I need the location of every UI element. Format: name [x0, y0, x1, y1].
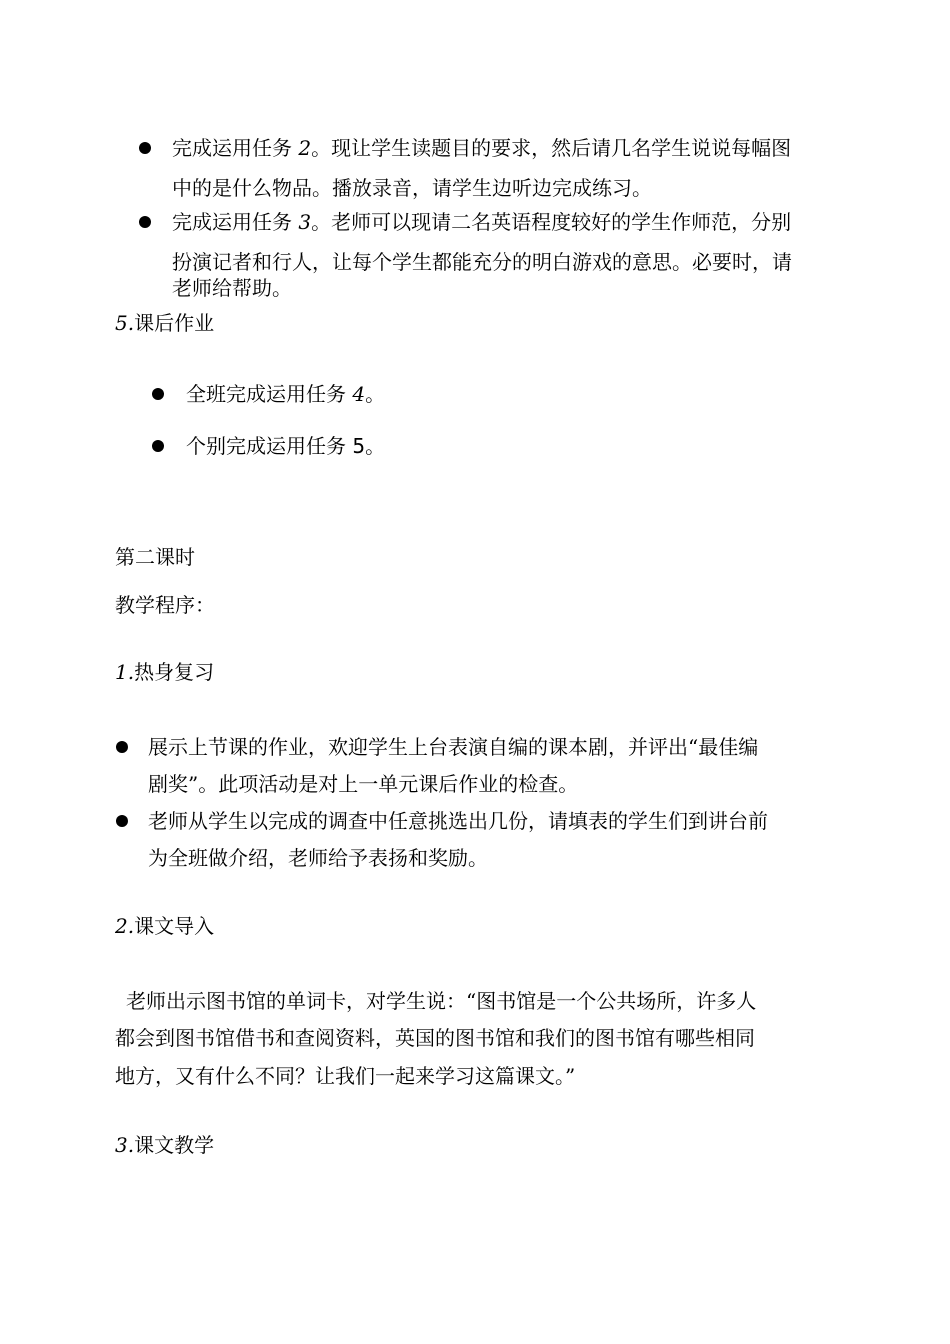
- task3-line-3: 老师给帮助。: [172, 276, 292, 300]
- task2-line-1: 完成运用任务 2。现让学生读题目的要求，然后请几名学生说说每幅图: [172, 136, 792, 160]
- section2-heading: 2.课文导入: [115, 914, 215, 938]
- bullet-dot: [116, 815, 128, 827]
- task2-line-2: 中的是什么物品。播放录音，请学生边听边完成练习。: [172, 176, 652, 200]
- lesson2-title: 第二课时: [115, 545, 195, 569]
- intro-para-line-1: 老师出示图书馆的单词卡，对学生说：“图书馆是一个公共场所，许多人: [126, 989, 757, 1013]
- bullet-dot: [116, 741, 128, 753]
- warmup-bullet-2-line-1: 老师从学生以完成的调查中任意挑选出几份，请填表的学生们到讲台前: [148, 809, 768, 833]
- intro-para-line-2: 都会到图书馆借书和查阅资料，英国的图书馆和我们的图书馆有哪些相同: [115, 1026, 755, 1050]
- homework-item-2: 个别完成运用任务 5。: [186, 434, 386, 458]
- homework-heading: 5.课后作业: [115, 311, 215, 335]
- bullet-dot: [152, 388, 164, 400]
- intro-para-line-3: 地方，又有什么不同？让我们一起来学习这篇课文。”: [115, 1064, 576, 1088]
- section1-heading: 1.热身复习: [115, 660, 215, 684]
- task3-line-1: 完成运用任务 3。老师可以现请二名英语程度较好的学生作师范，分别: [172, 210, 792, 234]
- warmup-bullet-2-line-2: 为全班做介绍，老师给予表扬和奖励。: [148, 846, 488, 870]
- warmup-bullet-1-line-2: 剧奖”。此项活动是对上一单元课后作业的检查。: [148, 772, 579, 796]
- homework-item-1: 全班完成运用任务 4。: [186, 382, 386, 406]
- lesson2-procedure: 教学程序：: [115, 593, 215, 617]
- section3-heading: 3.课文教学: [115, 1133, 215, 1157]
- task3-line-2: 扮演记者和行人，让每个学生都能充分的明白游戏的意思。必要时，请: [172, 250, 792, 274]
- bullet-dot: [139, 142, 151, 154]
- bullet-dot: [152, 440, 164, 452]
- warmup-bullet-1-line-1: 展示上节课的作业，欢迎学生上台表演自编的课本剧，并评出“最佳编: [148, 735, 759, 759]
- bullet-dot: [139, 216, 151, 228]
